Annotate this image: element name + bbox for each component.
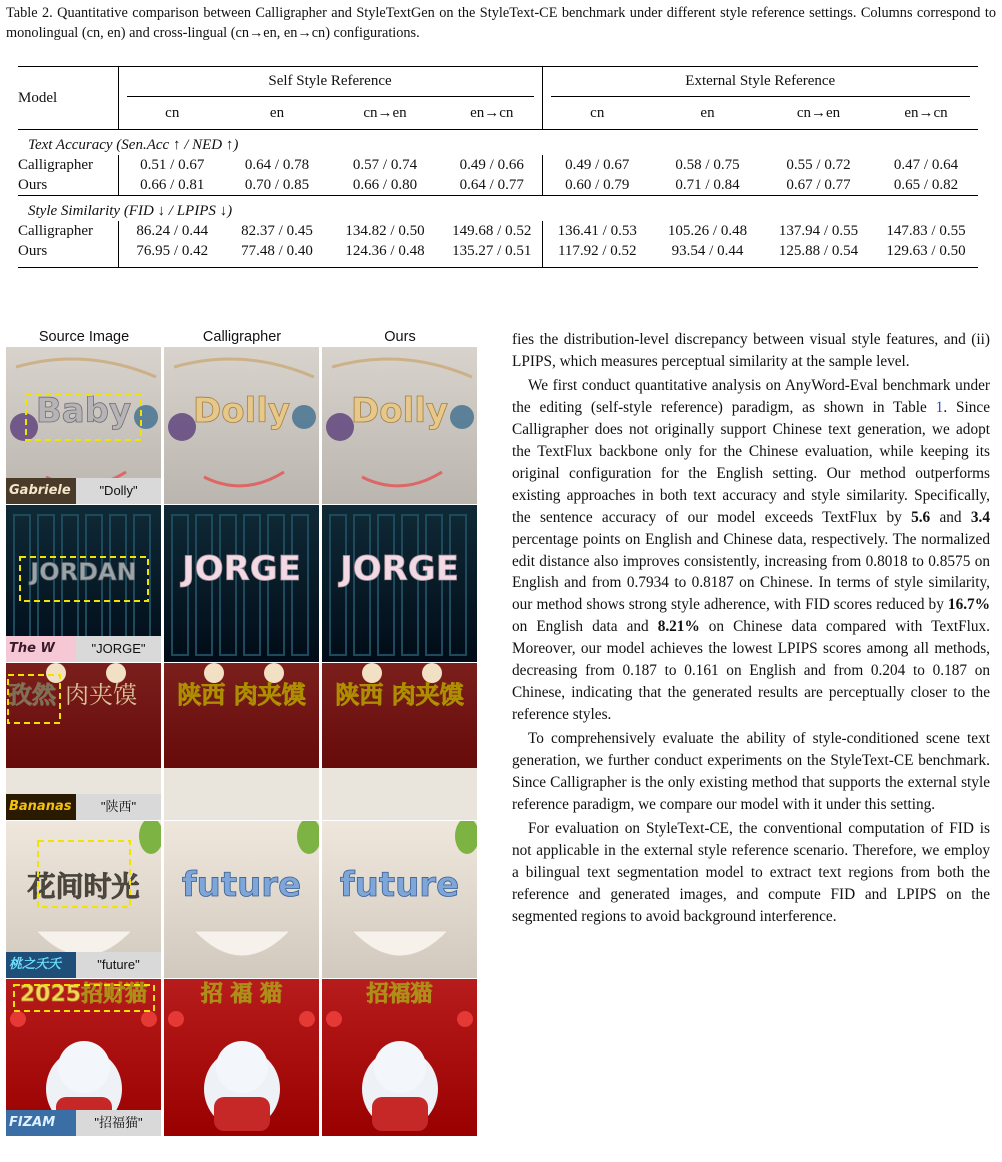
table-cell: 0.65 / 0.82 [893, 176, 959, 193]
paragraph: fies the distribution-level discrepancy between visual style features, and (ii) LPIPS, which measures perceptual similarity at the sample level. [512, 331, 990, 370]
table-cell: 124.36 / 0.48 [328, 241, 442, 268]
table-cell: 117.92 / 0.52 [542, 241, 652, 268]
paragraph: To comprehensively evaluate the ability of style-conditioned scene text generation, we further conduct experiments on the StyleText-CE benchmark. Since Calligrapher is the only existing method that supports the external style reference paradigm, we compare our model with it under this setting. [512, 730, 990, 814]
scene-image [322, 979, 477, 1136]
table-cell: 0.55 / 0.72 [786, 156, 851, 173]
row-model-name: Ours [18, 176, 48, 193]
table-cell: 82.37 / 0.45 [241, 222, 313, 239]
table-cell: 105.26 / 0.48 [667, 222, 748, 239]
table-cell: 149.68 / 0.52 [452, 222, 532, 239]
row-model-name: Calligrapher [18, 222, 93, 239]
scene-text: 肉夹馍 [65, 681, 137, 709]
table-cell: 0.51 / 0.67 [118, 155, 226, 175]
group-header-external-label: External Style Reference [551, 68, 971, 97]
style-reference-thumbnail [6, 478, 76, 504]
row-model-name: Ours [18, 241, 118, 268]
table-cell: 0.60 / 0.79 [542, 175, 652, 196]
style-reference-text: The W [9, 641, 55, 656]
bold-number: 3.4 [970, 508, 990, 526]
paragraph: For evaluation on StyleText-CE, the conventional computation of FID is not applicable in the external style reference scenario. Therefore, we employ a bilingual text segmentation model to extract text regions from both the reference and generated images, and compute FID and LPIPS on the segmented regions to avoid background interference. [512, 819, 990, 925]
paragraph-text: We first conduct quantitative analysis on AnyWord-Eval benchmark under the editing (self-style reference) paradigm, as shown in Table [512, 376, 990, 416]
scene-text: 2025招财猫 [19, 982, 148, 1007]
figure-cell-source [6, 663, 161, 820]
figure-cell-source [6, 979, 161, 1136]
table-cell: 125.88 / 0.54 [763, 241, 874, 268]
body-text-column [512, 329, 990, 930]
scene-text: 招福猫 [366, 982, 433, 1007]
scene-text: JORGE [182, 549, 301, 589]
scene-text: 花间时光 [27, 870, 140, 903]
section-title-accuracy: Text Accuracy (Sen.Acc ↑ / NED ↑) [18, 130, 978, 156]
scene-text: 陕西 肉夹馍 [335, 681, 464, 709]
scene-image [322, 505, 477, 662]
table-cell: 0.64 / 0.78 [244, 156, 310, 173]
style-reference-thumbnail [6, 636, 76, 662]
table-cell: 0.47 / 0.64 [893, 156, 959, 173]
figure-cell-calligrapher [164, 821, 319, 978]
table-cell: 135.27 / 0.51 [442, 241, 542, 268]
subcol-header: en→cn [904, 104, 948, 121]
group-header-external [542, 67, 978, 98]
scene-text: 孜然 [8, 681, 56, 709]
scene-text: future [181, 865, 302, 905]
scene-text: 招 福 猫 [200, 982, 283, 1007]
figure-cell-source [6, 505, 161, 662]
figure-cell-ours [322, 979, 477, 1136]
style-reference-text: Gabriele [9, 483, 71, 498]
scene-text: JORDAN [30, 558, 137, 586]
subcol-header: en→cn [470, 104, 514, 121]
figure-cell-calligrapher [164, 347, 319, 504]
paragraph-text: . Since Calligrapher does not originally support Chinese text generation, we adopt the TextFlux backbone only for the Chinese evaluation, while keeping its original configuration for the English setting. Our method outperforms existing approaches in both text accuracy and style similarity. Specifically, the sentence accuracy of our model exceeds TextFlux by [512, 398, 990, 526]
figure-cell-source [6, 821, 161, 978]
target-text-label: "JORGE" [76, 636, 161, 662]
figure-cell-calligrapher [164, 505, 319, 662]
table-cell: 0.66 / 0.81 [118, 175, 226, 196]
figure-column-title-source: Source Image [38, 329, 130, 345]
figure-cell-ours [322, 505, 477, 662]
scene-image [164, 663, 319, 820]
table-cell: 0.66 / 0.80 [352, 176, 418, 193]
subcol-header: en [269, 104, 285, 121]
target-text-label: "招福猫" [76, 1110, 161, 1136]
table-cell: 0.49 / 0.66 [459, 156, 524, 173]
scene-image [164, 821, 319, 978]
style-reference-thumbnail [6, 1110, 76, 1136]
scene-text: Dolly [192, 391, 291, 431]
model-header: Model [18, 67, 118, 130]
results-table [18, 66, 978, 268]
style-reference-text: Bananas [9, 799, 72, 814]
style-reference-text: 桃之夭夭 [9, 957, 62, 972]
subcol-header: cn [542, 97, 652, 130]
table-cell: 0.49 / 0.67 [542, 155, 652, 175]
paragraph-text: and [930, 508, 971, 526]
row-model-name: Calligrapher [18, 156, 93, 173]
scene-image [164, 979, 319, 1136]
subcol-header: cn [118, 97, 226, 130]
style-reference-thumbnail [6, 952, 76, 978]
table-cell: 136.41 / 0.53 [542, 221, 652, 241]
table-cell: 0.67 / 0.77 [786, 176, 851, 193]
scene-text: 陕西 肉夹馍 [177, 681, 306, 709]
table-cell: 86.24 / 0.44 [118, 221, 226, 241]
table-cell: 137.94 / 0.55 [778, 222, 859, 239]
table-cell: 76.95 / 0.42 [118, 241, 226, 268]
paragraph-text: on English data and [512, 618, 658, 636]
paragraph-text: on Chinese data compared with TextFlux. Moreover, our model achieves the lowest LPIPS scores among all methods, decreasing from 0.187 to 0.161 on English and from 0.204 to 0.187 on Chinese, indicating that the generated results are perceptually closer to the reference styles. [512, 618, 990, 724]
figure-cell-ours [322, 663, 477, 820]
subcol-header: cn→en [363, 104, 407, 121]
figure-cell-calligrapher [164, 663, 319, 820]
table-cell: 0.57 / 0.74 [352, 156, 418, 173]
subcol-header: cn→en [796, 104, 841, 121]
scene-text: Baby [35, 391, 132, 431]
figure-cell-calligrapher [164, 979, 319, 1136]
table-cell: 77.48 / 0.40 [226, 241, 328, 268]
scene-image [164, 347, 319, 504]
figure-cell-source [6, 347, 161, 504]
paragraph-text: percentage points on English and Chinese data, respectively. The normalized edit distance also improves consistently, increasing from 0.8018 to 0.8575 on English and from 0.7934 to 0.8187 on Chinese. In terms of style similarity, our method shows strong style adherence, with FID scores reduced by [512, 530, 990, 614]
table-cell: 0.58 / 0.75 [675, 156, 740, 173]
scene-text: JORGE [340, 549, 459, 589]
bold-number: 8.21% [657, 618, 700, 636]
figure-cell-ours [322, 347, 477, 504]
figure-column-title-ours: Ours [384, 329, 416, 345]
figure-column-title-calligrapher: Calligrapher [202, 329, 282, 345]
group-header-self-label: Self Style Reference [127, 68, 534, 97]
bold-number: 16.7% [947, 596, 990, 614]
style-reference-text: FIZAM [9, 1115, 56, 1130]
table-cell: 147.83 / 0.55 [886, 222, 966, 239]
table-cell: 134.82 / 0.50 [345, 222, 425, 239]
table-cell: 0.71 / 0.84 [675, 176, 740, 193]
target-text-label: "future" [76, 952, 161, 978]
scene-image [322, 821, 477, 978]
scene-image [164, 505, 319, 662]
subcol-header: en [700, 104, 715, 121]
target-text-label: "Dolly" [76, 478, 161, 504]
group-header-self [118, 67, 542, 98]
table-cell: 0.64 / 0.77 [459, 176, 524, 193]
scene-text: Dolly [350, 391, 449, 431]
table-cell: 129.63 / 0.50 [874, 241, 978, 268]
figure-cell-ours [322, 821, 477, 978]
target-text-label: "陕西" [76, 794, 161, 820]
style-reference-thumbnail [6, 794, 76, 820]
section-title-style: Style Similarity (FID ↓ / LPIPS ↓) [18, 196, 978, 222]
table-cell: 0.70 / 0.85 [244, 176, 310, 193]
table-cell: 93.54 / 0.44 [652, 241, 763, 268]
scene-image [322, 347, 477, 504]
table-reference-link[interactable]: 1 [935, 398, 944, 416]
scene-text: future [339, 865, 460, 905]
bold-number: 5.6 [911, 508, 931, 526]
scene-image [322, 663, 477, 820]
table-caption: Table 2. Quantitative comparison between Calligrapher and StyleTextGen on the StyleText-CE benchmark under different style reference settings. Columns correspond to monolingual (cn, en) and cross-lingual (cn→en, en→cn) configurations. [6, 5, 996, 41]
paragraph [512, 375, 990, 726]
